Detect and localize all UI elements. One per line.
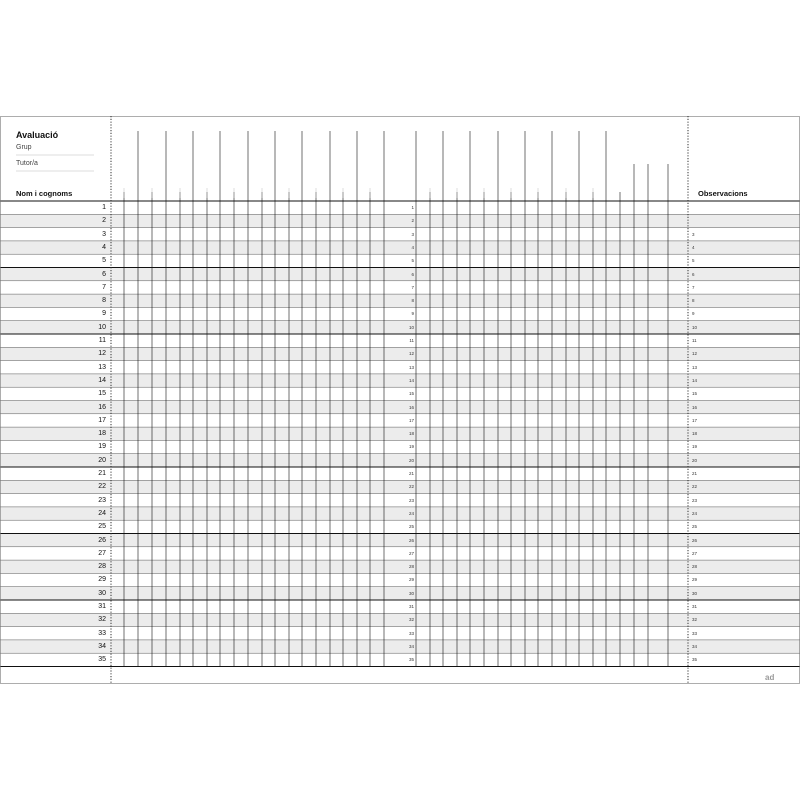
row-number: 33: [408, 630, 414, 636]
row-number: 1: [102, 204, 106, 211]
row-number: 29: [98, 576, 106, 584]
row-number: 28: [408, 564, 414, 570]
row-number: 15: [408, 391, 414, 397]
row-number: 14: [692, 377, 698, 383]
row-number: 17: [692, 417, 698, 423]
evaluation-sheet: [0, 116, 800, 684]
row-number: 27: [692, 550, 698, 556]
row-stripe: [0, 640, 800, 653]
row-number: 4: [102, 243, 106, 251]
row-stripe: [0, 347, 800, 360]
row-number: 25: [98, 523, 106, 531]
row-number: 1: [411, 205, 414, 210]
row-number: 7: [102, 283, 106, 291]
row-stripe: [0, 560, 800, 573]
row-number: 27: [408, 550, 414, 556]
row-number: 23: [408, 497, 414, 503]
row-number: 22: [408, 484, 414, 490]
row-number: 19: [98, 443, 106, 451]
row-number: 35: [692, 657, 698, 663]
row-number: 10: [408, 324, 414, 330]
row-number: 12: [692, 351, 698, 357]
row-number: 30: [408, 590, 414, 596]
row-number: 30: [98, 589, 106, 597]
row-number: 6: [102, 270, 106, 278]
row-number: 24: [98, 509, 106, 517]
row-number: 17: [408, 417, 414, 423]
row-number: 27: [98, 549, 106, 557]
row-number: 3: [102, 230, 106, 238]
row-number: 26: [98, 536, 106, 544]
row-number: 14: [98, 376, 106, 384]
row-number: 16: [98, 403, 106, 411]
row-number: 8: [692, 298, 695, 304]
row-number: 28: [692, 564, 698, 570]
row-stripe: [0, 401, 800, 414]
row-stripe: [0, 613, 800, 626]
row-number: 7: [692, 284, 695, 290]
row-number: 32: [692, 617, 698, 623]
row-number: 14: [408, 377, 414, 383]
row-number: 15: [98, 390, 106, 398]
row-number: 25: [692, 524, 698, 530]
row-number: 17: [98, 416, 106, 424]
row-number: 33: [692, 630, 698, 636]
row-number: 5: [411, 258, 414, 264]
row-number: 23: [692, 497, 698, 503]
row-number: 33: [98, 629, 106, 637]
row-number: 30: [692, 590, 698, 596]
row-number: 34: [692, 643, 698, 649]
row-number: 19: [408, 444, 414, 450]
sheet-title: Avaluació: [16, 130, 59, 140]
row-number: 2: [411, 218, 414, 224]
name-header: Nom i cognoms: [16, 189, 73, 198]
row-number: 11: [98, 337, 106, 344]
row-number: 8: [102, 297, 106, 305]
row-number: 22: [692, 484, 698, 490]
row-number: 34: [408, 643, 414, 649]
row-number: 15: [692, 391, 698, 397]
row-number: 16: [408, 404, 414, 410]
row-number: 31: [408, 604, 414, 609]
row-stripe: [0, 480, 800, 493]
row-number: 35: [408, 657, 414, 663]
row-number: 11: [692, 338, 697, 343]
row-number: 26: [692, 537, 698, 543]
row-number: 31: [692, 604, 698, 609]
row-number: 21: [408, 471, 414, 476]
row-number: 25: [408, 524, 414, 530]
row-number: 31: [98, 603, 106, 610]
row-number: 9: [102, 310, 106, 318]
row-number: 22: [98, 483, 106, 491]
row-number: 13: [408, 364, 414, 370]
row-number: 24: [692, 510, 698, 516]
row-number: 11: [409, 338, 414, 343]
row-number: 10: [98, 323, 106, 331]
row-number: 7: [411, 284, 414, 290]
row-stripe: [0, 587, 800, 600]
row-number: 34: [98, 642, 106, 650]
row-number: 3: [692, 231, 695, 237]
grid-lines: [0, 116, 800, 684]
row-number: 19: [692, 444, 698, 450]
row-number: 6: [411, 271, 414, 277]
row-number: 4: [411, 244, 414, 250]
row-number: 18: [692, 431, 698, 437]
row-number: 3: [411, 231, 414, 237]
grup-label: Grup: [16, 144, 32, 151]
row-number: 12: [98, 350, 106, 358]
row-stripe: [0, 214, 800, 227]
row-number: 5: [102, 257, 106, 265]
row-number: 4: [692, 244, 695, 250]
row-number: 9: [692, 311, 695, 317]
row-number: 18: [408, 431, 414, 437]
row-stripe: [0, 534, 800, 547]
row-stripe: [0, 507, 800, 520]
row-number: 32: [408, 617, 414, 623]
row-number: 13: [98, 363, 106, 371]
observations-header: Observacions: [698, 189, 748, 198]
row-number: 21: [98, 470, 106, 477]
row-number: 29: [408, 577, 414, 583]
row-number: 10: [692, 324, 698, 330]
row-stripe: [0, 268, 800, 281]
row-number: 18: [98, 430, 106, 438]
row-number: 12: [408, 351, 414, 357]
row-stripe: [0, 454, 800, 467]
row-number: 20: [98, 456, 106, 464]
row-stripe: [0, 427, 800, 440]
publisher-logo: ad: [765, 673, 775, 682]
row-stripe: [0, 294, 800, 307]
row-number: 9: [411, 311, 414, 317]
row-number: 26: [408, 537, 414, 543]
row-number: 21: [692, 471, 698, 476]
row-number: 2: [102, 217, 106, 225]
row-number: 5: [692, 258, 695, 264]
row-stripe: [0, 321, 800, 334]
row-number: 35: [98, 656, 106, 664]
row-number: 20: [408, 457, 414, 463]
row-number: 24: [408, 510, 414, 516]
row-stripe: [0, 241, 800, 254]
row-number: 23: [98, 496, 106, 504]
row-number: 13: [692, 364, 698, 370]
row-number: 8: [411, 298, 414, 304]
row-number: 16: [692, 404, 698, 410]
tutor-label: Tutor/a: [16, 160, 38, 167]
row-number: 32: [98, 616, 106, 624]
row-stripe: [0, 374, 800, 387]
row-number: 29: [692, 577, 698, 583]
row-number: 28: [98, 563, 106, 571]
row-number: 20: [692, 457, 698, 463]
row-number: 6: [692, 271, 695, 277]
